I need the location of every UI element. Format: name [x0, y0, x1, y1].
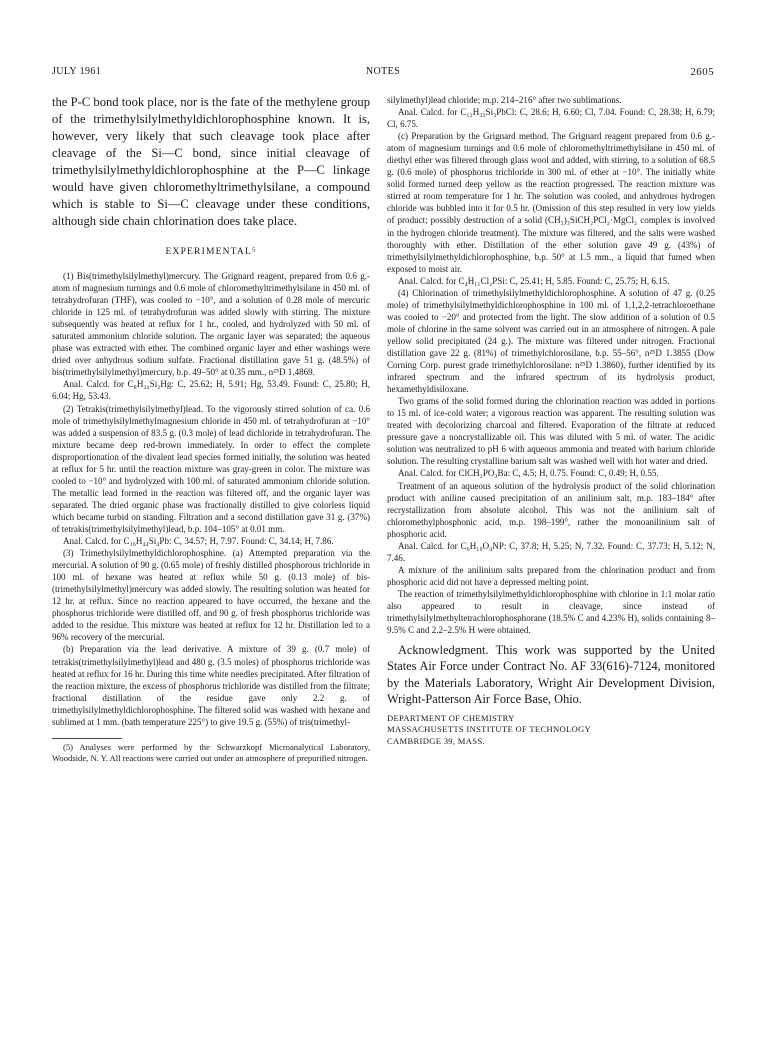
analysis-mercury: Anal. Calcd. for C₈H₂₂Si₂Hg: C, 25.62; H, 5.91; Hg, 53.49. Found: C, 25.80; H, 6.04; Hg, 53.43. [52, 379, 370, 402]
paragraph-mixture: A mixture of the anilinium salts prepared from the chlorination product and from phosphoric acid did not have a depressed melting point. [387, 564, 715, 587]
analysis-anilinium: Anal. Calcd. for C₆H₁₀O₄NP: C, 37.8; H, 5.25; N, 7.32. Found: C, 37.73; H, 5.12; N, 7.46. [387, 540, 715, 563]
paragraph-grignard-method: (c) Preparation by the Grignard method. The Grignard reagent prepared from 0.6 g.-atom of magnesium turnings and 0.6 mole of chloromethyltrimethylsilane in 450 ml. of diethyl ether was filtered through glass wool and added, with stirring, to a solution of 68.5 g. (0.6 mole) of phosphorus trichloride in 300 ml. of ether at −10°. The initially white solid formed turned deep yellow as the reaction progressed. The reaction mixture was stirred at room temperature for 1 hr. The solution was cooled, and anhydrous hydrogen chloride was bubbled into it for 0.5 hr. (Omission of this step resulted in very low yields of product; possibly destruction of a solid (CH₃)₃SiCH₂PCl₂·MgCl₂ complex is involved in the hydrogen chloride treatment). The mixture was filtered, and the salts were washed thoroughly with ether. Distillation of the ether solution gave 49 g. (43%) of trimethylsilylmethyldichlorophosphine, b.p. 50° at 1.5 mm., a liquid that fumed when exposed to moist air. [387, 131, 715, 274]
header-section: NOTES [365, 66, 401, 77]
footnote-rule [52, 738, 122, 739]
paragraph-anilinium: Treatment of an aqueous solution of the hydrolysis product of the solid chlorination product with aniline caused precipitation of an anilinium salt, m.p. 183–184° after recrystallization from absolute alcohol. This was not the anilinium salt of chloromethylphosphonic acid, m.p. 198–199°, rather the monoanilinium salt of phosphoric acid. [387, 480, 715, 539]
analysis-phosphine: Anal. Calcd. for C₄H₁₁Cl₂PSi: C, 25.41; H, 5.85. Found: C, 25.75; H, 6.15. [398, 275, 670, 286]
analysis-lead-chloride: Anal. Calcd. for C₁₂H₃₃Si₃PbCl: C, 28.6; H, 6.60; Cl, 7.04. Found: C, 28.38; H, 6.79; Cl, 6.75. [387, 107, 715, 130]
right-column [387, 94, 715, 747]
paragraph-solid-hydrolysis: Two grams of the solid formed during the chlorination reaction was added in portions to 15 ml. of ice-cold water; a vigorous reaction was apparent. The resulting solution was treated with decolorizing charcoal and filtered. Evaporation of the filtrate at reduced pressure gave a noncrystallizable oil. This was diluted with 5 ml. of water. The acidic solution was neutralized to pH 6 with aqueous ammonia and treated with barium chloride solution. The resulting crystalline barium salt was washed well with hot water and dried. [387, 396, 715, 467]
left-column [52, 94, 370, 764]
continued-paragraph: the P-C bond took place, nor is the fate of the methylene group of the trimethylsilylmethyldichlorophosphine known. It is, however, very likely that such cleavage took place after cleavage of the Si—C bond, since initial cleavage of trimethylsilylmethyldichlorophosphine at the P—C linkage would have given chloromethyltrimethylsilane, a compound which is stable to Si—C cleavage under these conditions, although side chain chlorination does take place. [52, 95, 370, 228]
paragraph-lead-derivative: (b) Preparation via the lead derivative. A mixture of 39 g. (0.7 mole) of tetrakis(trimethylsilylmethyl)lead and 480 g. (3.5 moles) of phosphorus trichloride was heated at reflux for 16 hr. During this time white needles precipitated. After filtration of the reaction mixture, the excess of phosphorus trichloride was distilled from the filtrate; fractional distillation of the residue gave only 2.2 g. of trimethylsilylmethyldichlorophosphine. The filtered solid was washed with hexane and sublimed at 1 mm. (bath temperature 225°) to give 19.5 g. (55%) of tris(trimethyl- [52, 644, 370, 727]
affiliation-institute: MASSACHUSETTS INSTITUTE OF TECHNOLOGY [387, 724, 592, 735]
paragraph-chlorination: (4) Chlorination of trimethylsilylmethyldichlorophosphine. A solution of 47 g. (0.25 mole) of trimethylsilylmethyldichlorophosphine in 100 ml. of 1,1,2,2-tetrachloroethane was cooled to −20° and protected from the light. The slow addition of a solution of 0.5 mole of chlorine in the same solvent was carried out in an atmosphere of nitrogen. A pale yellow solid precipitated (24 g.). The mixture was filtered under nitrogen. Fractional distillation gave 22 g. (81%) of trimethylchlorosilane, b.p. 55–56°, n²⁵D 1.3855 (Dow Corning Corp. purest grade trimethylchlorosilane: n²⁵D 1.3860), further identified by its infrared spectrum and the infrared spectrum of its hydrolysis product, hexamethyldisiloxane. [387, 287, 715, 395]
experimental-heading: EXPERIMENTAL⁵ [165, 247, 257, 257]
paragraph-lead-chloride: silylmethyl)lead chloride; m.p. 214–216° after two sublimations. [387, 95, 622, 105]
footnote-5: (5) Analyses were performed by the Schwarzkopf Microanalytical Laboratory, Woodside, N. Y. All reactions were carried out under an atmosphere of prepurified nitrogen. [52, 741, 370, 763]
paragraph-bis-mercury: (1) Bis(trimethylsilylmethyl)mercury. The Grignard reagent, prepared from 0.6 g.-atom of magnesium turnings and 0.6 mole of chloromethyltrimethylsilane in 450 ml. of tetrahydrofuran (THF), was cooled to −10°, and a solution of 0.28 mole of mercuric chloride in 125 ml. of tetrahydrofuran was added slowly with stirring. The mixture subsequently was heated at reflux for 1 hr., cooled, and hydrolyzed with 50 ml. of saturated ammonium chloride solution. The organic layer was separated; the aqueous phase was extracted with ether. The combined organic layer and ether washings were dried over anhydrous sodium sulfate. Fractional distillation gave 51 g. (48.5%) of bis(trimethylsilylmethyl)mercury, b.p. 49–50° at 0.35 mm., n²⁵D 1.4869. [52, 271, 370, 378]
affiliation-department: DEPARTMENT OF CHEMISTRY [387, 712, 515, 723]
paragraph-tetrakis-lead: (2) Tetrakis(trimethylsilylmethyl)lead. To the vigorously stirred solution of ca. 0.6 mole of trimethylsilylmethylmagnesium chloride in 450 ml. of tetrahydrofuran at −10° was added a suspension of 83.5 g. (0.3 mole) of lead dichloride in tetrahydrofuran. The mixture became deep red-brown immediately. In order to effect the complete disproportionation of the divalent lead species formed initially, the solution was heated at reflux for 5 hr. until the reaction mixture was gray-green in color. The mixture was cooled to −10° and hydrolyzed with 100 ml. of saturated ammonium chloride solution. The metallic lead formed in the reaction was filtered off, and the organic layer was separated. The dried organic phase was fractionally distilled to give colorless liquid which became turbid on standing. Filtration and a second distillation gave 31 g. (37%) of tetrakis(trimethylsilylmethyl)lead, b.p. 104–105° at 0.01 mm. [52, 403, 370, 534]
paragraph-phosphine-mercurial: (3) Trimethylsilylmethyldichlorophosphine. (a) Attempted preparation via the mercurial. A solution of 90 g. (0.65 mole) of freshly distilled phosphorous trichloride in 100 ml. of hexane was heated at reflux while 50 g. (0.13 mole) of bis-(trimethylsilylmethyl)mercury was added slowly. The resulting solution was heated for 12 hr. at reflux. Since no reaction appeared to have occurred, the hexane and the phosphorus trichloride were distilled off, and 90 g. of fresh phosphorus trichloride was added to the residue. This mixture was heated at reflux for 12 hr. Distillation led to a 96% recovery of the mercurial. [52, 548, 370, 643]
acknowledgment: Acknowledgment. This work was supported by the United States Air Force under Contract No. AF 33(616)-7124, monitored by the Materials Laboratory, Wright Air Development Division, Wright-Patterson Air Force Base, Ohio. [387, 643, 715, 706]
affiliation-city: CAMBRIDGE 39, MASS. [387, 735, 485, 746]
running-header [52, 66, 714, 80]
page-number: 2605 [690, 66, 714, 78]
analysis-barium: Anal. Calcd. for ClCH₂PO₃Ba: C, 4.5; H, 0.75. Found: C, 0.49; H, 0.55. [398, 468, 659, 479]
affiliation [387, 713, 715, 748]
paragraph-molar-reaction: The reaction of trimethylsilylmethyldichlorophosphine with chlorine in 1:1 molar ratio also appeared to result in cleavage, since instead of trimethylsilylmethyltetrachlorophosphorane (18.5% C and 4.23% H), solids containing 8–9.5% C and 2.2–2.5% H were obtained. [387, 588, 715, 636]
analysis-lead: Anal. Calcd. for C₁₆H₄₄Si₄Pb: C, 34.57; H, 7.97. Found: C, 34.14; H, 7.86. [63, 536, 334, 547]
header-date: JULY 1961 [52, 66, 102, 77]
